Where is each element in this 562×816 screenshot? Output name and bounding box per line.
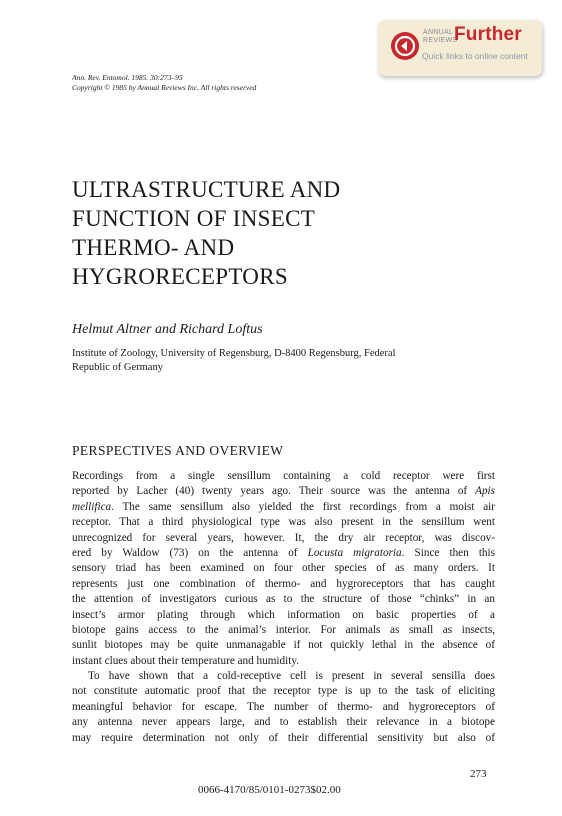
text-line: mellifica. The same sensillum also yielded the first recordings from a moist air — [72, 500, 495, 513]
text-line: sunlit biotopes may be quite unmanagable if not quickly lethal in the absence of — [72, 639, 495, 652]
text-line: To have shown that a cold-receptive cell is present in several sensilla does — [88, 670, 495, 683]
text-line: insect’s armor plating through which information on basic properties of a — [72, 608, 495, 621]
affiliation-line: Institute of Zoology, University of Regensburg, D-8400 Regensburg, Federal — [72, 348, 396, 359]
badge-tagline: Quick links to online content — [422, 51, 528, 61]
text-line: Recordings from a single sensillum containing a cold receptor were first — [72, 470, 495, 482]
text-line: instant clues about their temperature and humidity. — [72, 654, 299, 667]
text-line: sensory triad has been examined on four other species of as many orders. It — [72, 562, 495, 575]
text-line: ered by Waldow (73) on the antenna of Locusta migratoria. Since then this — [72, 546, 495, 559]
play-arrow-icon — [391, 32, 419, 60]
section-heading: PERSPECTIVES AND OVERVIEW — [72, 443, 284, 458]
text-line: the attention of investigators curious as to the structure of those “chinks” in an — [72, 593, 495, 606]
doi-line: 0066-4170/85/0101-0273$02.00 — [198, 784, 341, 796]
affiliation-line: Republic of Germany — [72, 362, 163, 373]
badge-line-annual: ANNUAL — [423, 29, 454, 36]
text-line: any antenna never appears large, and to establish their relevance in a biotope — [72, 716, 495, 729]
badge-line-reviews: REVIEWS — [423, 37, 458, 44]
title-line: HYGRORECEPTORS — [72, 264, 288, 289]
badge-brand: Further — [454, 24, 522, 45]
badge-publisher-name — [423, 29, 457, 45]
text-line: unrecognized for several years, however. It, the dry air receptor, was discov- — [72, 531, 495, 544]
title-line: ULTRASTRUCTURE AND — [72, 177, 341, 202]
journal-info — [72, 73, 256, 93]
text-line: receptor. That a third physiological type was also present in the sensillum went — [72, 516, 495, 529]
paragraph-2 — [72, 669, 495, 746]
authors: Helmut Altner and Richard Loftus — [72, 322, 263, 337]
article-title — [72, 175, 340, 291]
title-line: FUNCTION OF INSECT — [72, 206, 316, 231]
text-line: may require determination not only of their differential sensitivity but also of — [72, 731, 495, 744]
text-line: biotope gains access to the animal’s interior. For animals as small as insects, — [72, 623, 495, 636]
text-line: not constitute automatic proof that the receptor type is up to the task of eliciting — [72, 685, 495, 698]
journal-citation: Ann. Rev. Entomol. 1985. 30:273–95 — [72, 73, 183, 82]
annual-reviews-further-badge[interactable] — [378, 20, 542, 76]
journal-copyright: Copyright © 1985 by Annual Reviews Inc. All rights reserved — [72, 83, 257, 92]
affiliation — [72, 347, 396, 375]
text-line: represents just one combination of thermo- and hygroreceptors that has caught — [72, 577, 495, 590]
body-text — [72, 469, 495, 746]
page-number: 273 — [470, 768, 487, 780]
title-line: THERMO- AND — [72, 235, 235, 260]
paragraph-1 — [72, 469, 495, 669]
text-line: meaningful behavior for escape. The number of thermo- and hygroreceptors of — [72, 700, 495, 713]
text-line: reported by Lacher (40) twenty years ago. Their source was the antenna of Apis — [72, 485, 495, 498]
